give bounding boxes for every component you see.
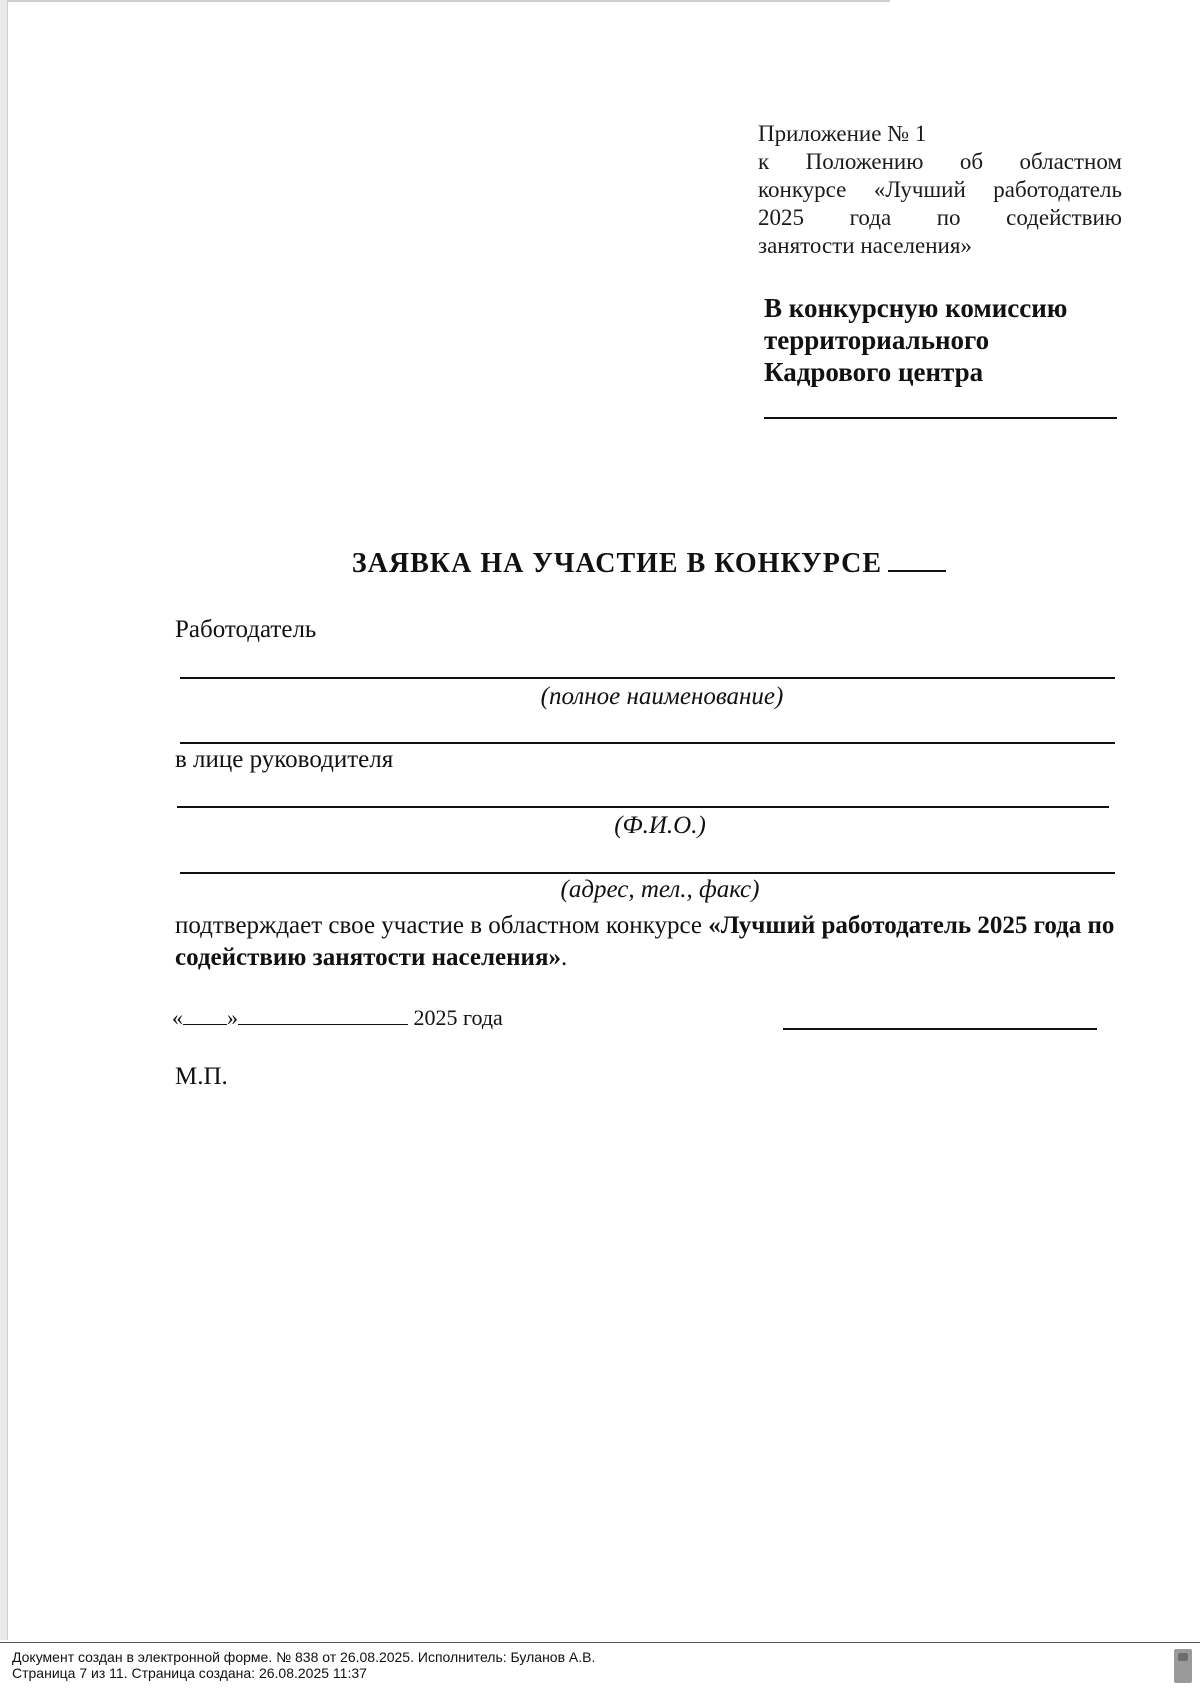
addressee [764, 292, 1124, 388]
head-fio-line[interactable] [177, 806, 1109, 808]
month-blank[interactable] [238, 1008, 408, 1025]
contest-number-blank[interactable] [888, 552, 946, 572]
page-top-edge [8, 0, 890, 2]
addressee-line-2: территориального [764, 325, 990, 355]
appendix-note [758, 120, 1122, 260]
address-line[interactable] [180, 872, 1115, 874]
confirmation-text: подтверждает свое участие в областном конкурсе «Лучший работодатель 2025 года по содействию занятости населения». [175, 912, 1115, 971]
appendix-line-5: занятости населения» [758, 233, 972, 258]
full-name-caption: (полное наименование) [540, 683, 784, 710]
date-row: « » 2025 года [172, 1005, 503, 1030]
footer-line-2: Страница 7 из 11. Страница создана: 26.08.2025 11:37 [12, 1665, 367, 1681]
addressee-line-3: Кадрового центра [764, 357, 984, 387]
employer-name-line[interactable] [180, 677, 1115, 679]
date-year: 2025 года [413, 1005, 503, 1030]
page-title: ЗАЯВКА НА УЧАСТИЕ В КОНКУРСЕ [0, 548, 1200, 580]
document-footer [0, 1642, 1200, 1699]
addressee-blank-line[interactable] [764, 417, 1117, 419]
contest-name: «Лучший работодатель 2025 года по содействию занятости населения» [175, 912, 1115, 971]
footer-line-1: Документ создан в электронной форме. № 838 от 26.08.2025. Исполнитель: Буланов А.В. [12, 1649, 596, 1665]
employer-label: Работодатель [175, 616, 317, 643]
day-blank[interactable] [183, 1008, 227, 1025]
page-edge [0, 0, 8, 1640]
emblem-icon [1174, 1649, 1192, 1683]
appendix-line-2: к Положению об областном [758, 149, 1122, 174]
appendix-line-1: Приложение № 1 [758, 121, 927, 146]
addressee-line-1: В конкурсную комиссию [764, 293, 1068, 323]
signature-line[interactable] [783, 1028, 1097, 1030]
appendix-line-4: 2025 года по содействию [758, 205, 1122, 230]
employer-name-line-2[interactable] [180, 742, 1115, 744]
appendix-line-3: конкурсе «Лучший работодатель [758, 177, 1122, 202]
stamp-place: М.П. [175, 1063, 228, 1090]
address-caption: (адрес, тел., факс) [560, 876, 760, 903]
head-label: в лице руководителя [175, 746, 394, 773]
fio-caption: (Ф.И.О.) [614, 812, 706, 839]
